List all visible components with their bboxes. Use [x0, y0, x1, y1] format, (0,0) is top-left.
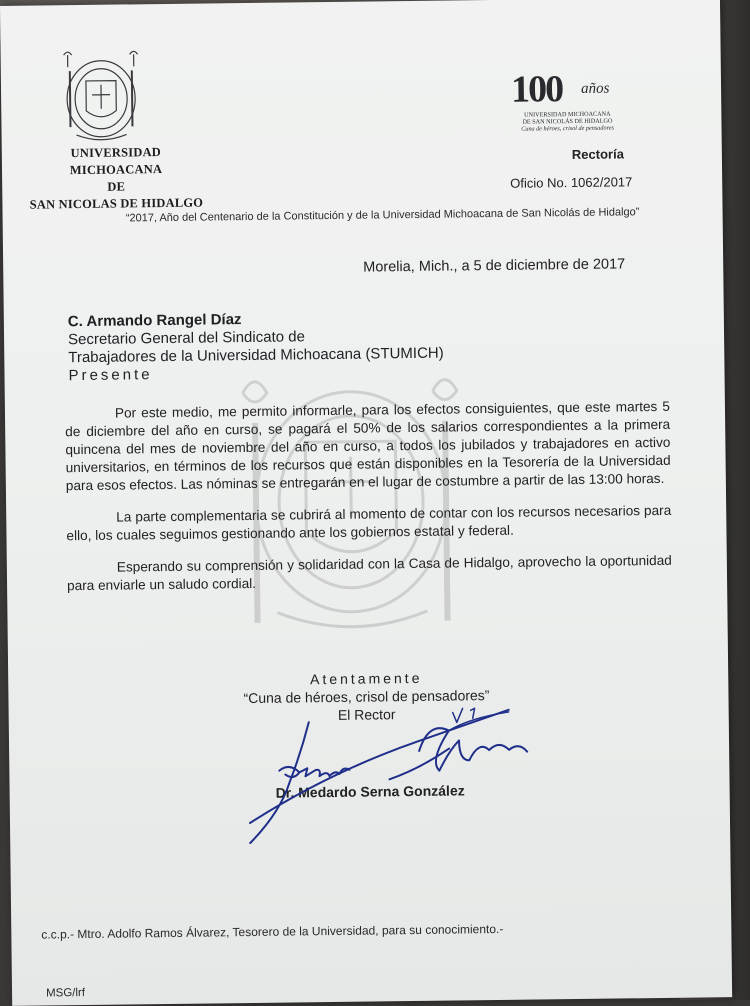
university-crest-icon: [56, 46, 147, 145]
centenary-line1: UNIVERSIDAD MICHOACANA: [524, 110, 611, 119]
closing-title: El Rector: [337, 706, 396, 723]
body-paragraph-1: Por este medio, me permito informarle, para los efectos consiguientes, que este martes 5 de diciembre del año en curso, se pagará el 50% de los salarios correspondientes a la primera quincena del mes de noviembre del año en curso, a todos los jubilados y trabajadores en activo universitarios, en términos de los recursos que están disponibles en la Tesorería de la Universidad para esos efectos. Las nóminas se entregarán en el lugar de costumbre a partir de las 13:00 horas.: [65, 398, 671, 494]
centenary-line3: Cuna de héroes, crisol de pensadores: [521, 124, 614, 133]
department-label: Rectoría: [571, 146, 624, 163]
carbon-copy-line: c.c.p.- Mtro. Adolfo Ramos Álvarez, Tesorero de la Universidad, para su conocimiento.-: [41, 921, 504, 942]
centenary-number: 100: [510, 68, 563, 111]
place-date: Morelia, Mich., a 5 de diciembre de 2017: [363, 256, 626, 276]
addressee-name: C. Armando Rangel Díaz: [67, 311, 242, 331]
body-paragraph-2: La parte complementaria se cubrirá al momento de contar con los recursos necesarios para ello, los cuales seguimos gestionando ante los gobiernos estatal y federal.: [66, 502, 672, 544]
addressee-presente: Presente: [68, 366, 153, 385]
university-name-line1: UNIVERSIDAD MICHOACANA: [69, 145, 163, 178]
year-motto: “2017, Año del Centenario de la Constitución y de la Universidad Michoacana de San Nicolás de Hidalgo”: [125, 206, 640, 225]
closing-atentamente: Atentamente: [309, 669, 423, 688]
university-name-line2: DE: [107, 179, 126, 194]
letter-body: [65, 398, 672, 609]
centenary-line2: DE SAN NICOLÁS DE HIDALGO: [522, 117, 613, 126]
signer-name: Dr. Medardo Serna González: [275, 782, 465, 801]
handwritten-signature-icon: [238, 689, 540, 863]
centenary-word: años: [580, 80, 610, 97]
body-paragraph-3: Esperando su comprensión y solidaridad con la Casa de Hidalgo, aprovecho la oportunidad para enviarle un saludo cordial.: [66, 552, 672, 594]
addressee-line1: Secretario General del Sindicato de: [67, 328, 305, 349]
footer-initials: MSG/lrf: [45, 987, 86, 1000]
addressee-line2: Trabajadores de la Universidad Michoacana (STUMICH): [68, 344, 444, 367]
university-name: [26, 143, 207, 213]
university-name-line3: SAN NICOLAS DE HIDALGO: [29, 195, 204, 212]
reference-number: Oficio No. 1062/2017: [510, 174, 633, 191]
closing-motto: “Cuna de héroes, crisol de pensadores”: [243, 687, 490, 707]
centenary-logo: [509, 66, 630, 141]
